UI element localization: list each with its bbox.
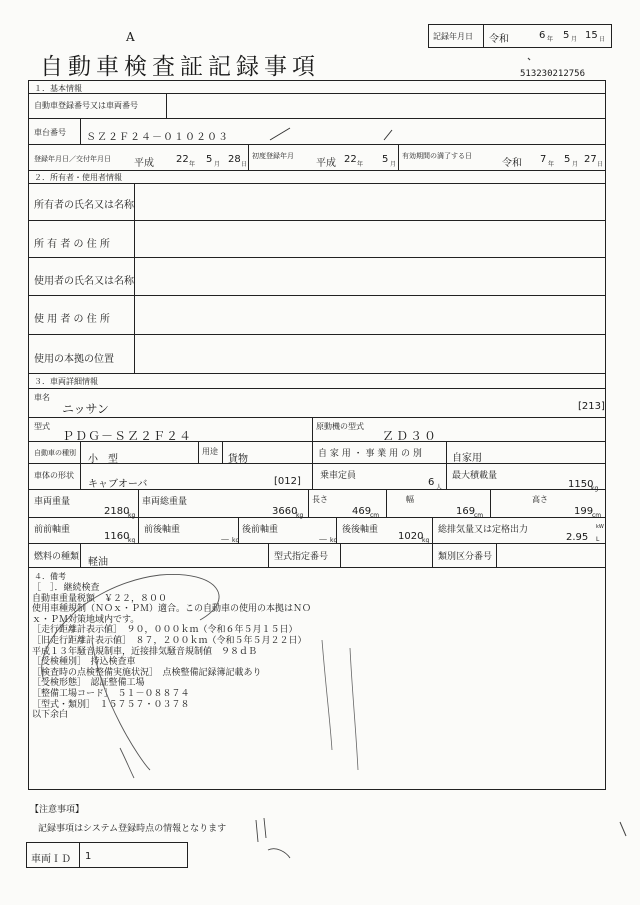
remarks-line: ［走行距離計表示値］ ９０，０００ｋｍ（令和６年５月１５日） [32,625,298,636]
section-remarks-title: ４．備考 [34,572,66,581]
front-rear-axle-value: － [220,535,230,546]
remarks-line: ［整備工場コード］ ５１－０８８７４ [32,688,190,699]
private-business-label: 自 家 用 ・ 事 業 用 の 別 [318,449,422,459]
vehicle-id-value: 1 [85,851,92,862]
length-label: 長さ [312,495,328,504]
remarks-line: ［受検種別］ 持込検査車 [32,657,136,668]
fuel-type-label: 燃料の種類 [34,552,80,562]
capacity-value: 6 [428,477,435,488]
private-business-value: 自家用 [452,453,482,464]
issue-date-label: 登録年月日／交付年月日 [34,155,111,163]
vehicle-id-label: 車両ＩＤ [31,854,71,865]
first-registration-label: 初度登録年月 [252,152,294,160]
issue-date-year: 22 [176,154,189,165]
rear-rear-axle-value: 1020 [398,531,424,542]
fuel-type-value: 軽油 [88,557,108,568]
rear-rear-axle-label: 後後軸重 [342,525,379,535]
registration-number-label: 自動車登録番号又は車両番号 [34,101,138,110]
remarks-line: 自動車重量税額 ￥２２，８００ [32,593,168,604]
gross-weight-value: 3660 [272,506,298,517]
max-load-label: 最大積載量 [452,471,498,481]
model-value: ＰＤＧ－ＳＺ２Ｆ２４ [62,429,193,443]
user-address-label: 使 用 者 の 住 所 [34,314,110,325]
section-vehicle-title: ３．車両詳細情報 [34,377,98,386]
remarks-line: ［検査時の点検整備実施状況］ 点検整備記録簿記載あり [32,667,262,678]
vehicle-weight-label: 車両重量 [34,497,71,507]
section-owner-title: ２．所有者・使用者情報 [34,173,122,182]
remarks-line: 平成１３年騒音規制車，近接排気騒音規制値 ９８ｄＢ [32,646,258,657]
vehicle-id-box [26,842,188,868]
displacement-value: 2.95 [566,532,589,543]
width-value: 169 [456,506,476,517]
vehicle-type-label: 自動車の種別 [34,449,76,457]
category-number-label: 類別区分番号 [438,552,493,562]
owner-name-label: 所有者の氏名又は名称 [34,200,134,211]
make-label: 車名 [34,393,50,402]
vehicle-weight-value: 2180 [104,506,130,517]
record-date-year: 6 [539,30,546,41]
first-registration-month: 5 [382,154,389,165]
issue-date-day: 28 [228,154,241,165]
expiry-date-year: 7 [540,154,547,165]
vehicle-type-value: 小 型 [88,454,118,465]
remarks-line: 以下余白 [32,710,69,721]
height-label: 高さ [532,495,548,504]
notes-heading: 【注意事項】 [30,805,85,815]
expiry-date-label: 有効期間の満了する日 [402,152,472,160]
make-code: [213] [578,401,605,412]
owner-address-label: 所 有 者 の 住 所 [34,239,110,250]
use-value: 貨物 [228,454,248,465]
user-name-label: 使用者の氏名又は名称 [34,276,134,287]
record-date-month: 5 [563,30,570,41]
chassis-number-value: ＳＺ２Ｆ２４－０１０２０３ [86,132,229,143]
expiry-date-day: 27 [584,154,597,165]
displacement-label: 総排気量又は定格出力 [438,525,529,535]
document-number: 513230212756 [520,69,586,79]
rear-front-axle-value: － [318,535,328,546]
use-label: 用途 [202,447,218,456]
record-date-era: 令和 [489,34,509,45]
issue-date-month: 5 [206,154,213,165]
form-mark: A [126,30,135,44]
rear-front-axle-label: 後前軸重 [242,525,279,535]
model-label: 型式 [34,422,50,431]
remarks-line: 使用車種規制（ＮＯｘ・ＰＭ）適合。この自動車の使用の本拠はＮＯ [32,604,312,615]
expiry-date-month: 5 [564,154,571,165]
body-shape-code: [012] [274,476,301,487]
gross-weight-label: 車両総重量 [142,497,188,507]
expiry-date-era: 令和 [502,158,522,169]
remarks-line: ［旧走行距離計表示値］ ８７，２００ｋｍ（令和５年５月２２日） [32,635,307,646]
engine-model-value: ＺＤ３０ [382,429,439,443]
body-shape-value: キャブオーバ [88,479,148,490]
base-location-label: 使用の本拠の位置 [34,354,114,365]
chassis-number-label: 車台番号 [34,128,66,137]
max-load-value: 1150 [568,479,594,490]
height-value: 199 [574,506,594,517]
remarks-line: ｘ・ＰＭ対策地域内です。 [32,614,140,625]
first-registration-year: 22 [344,154,357,165]
section-basic-title: １．基本情報 [34,84,82,93]
document-title: 自動車検査証記録事項 [40,54,320,80]
body-shape-label: 車体の形状 [34,471,74,480]
front-front-axle-label: 前前軸重 [34,525,71,535]
remarks-line: ［ ］．継続検査 [32,583,100,593]
record-date-box: 記録年月日 令和 6 年 5 月 15 日 [428,24,612,48]
record-date-label: 記録年月日 [433,32,473,41]
remarks-line: ［型式・類別］ １５７５７・０３７８ [32,699,190,710]
capacity-label: 乗車定員 [320,471,357,481]
remarks-line: ［受検形態］ 認証整備工場 [32,678,145,689]
record-date-day: 15 [585,30,598,41]
front-front-axle-value: 1160 [104,531,130,542]
make-value: ニッサン [62,402,109,416]
length-value: 469 [352,506,372,517]
designation-number-label: 型式指定番号 [274,552,329,562]
width-label: 幅 [406,495,414,504]
notes-text: 記録事項はシステム登録時点の情報となります [38,824,227,834]
front-rear-axle-label: 前後軸重 [144,525,181,535]
first-registration-era: 平成 [316,158,336,169]
issue-date-era: 平成 [134,158,154,169]
engine-model-label: 原動機の型式 [316,422,364,431]
